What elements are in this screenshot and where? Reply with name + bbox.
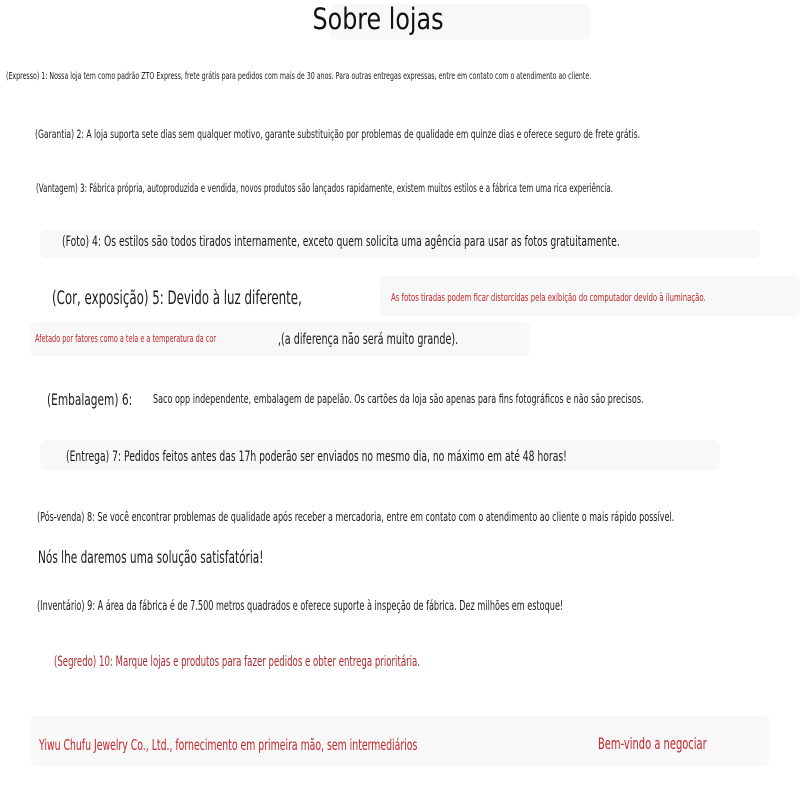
info-line-expresso: (Expresso) 1: Nossa loja tem como padrão ZTO Express, frete grátis para pedidos com mais de 30 anos. Para outras entregas expressas, entre em contato com o atendimento ao cliente.: [6, 71, 592, 82]
info-line-inventario: (Inventário) 9: A área da fábrica é de 7.500 metros quadrados e oferece suporte à inspeção de fábrica. Dez milhões em estoque!: [37, 599, 564, 614]
info-line-embalagem-label: (Embalagem) 6:: [47, 390, 133, 409]
info-line-pos-venda: (Pós-venda) 8: Se você encontrar problemas de qualidade após receber a mercadoria, entre em contato com o atendimento ao cliente o mais rápido possível.: [37, 509, 675, 524]
page-title: Sobre lojas: [312, 2, 444, 36]
info-line-solucao: Nós lhe daremos uma solução satisfatória!: [38, 548, 264, 568]
info-line-cor-label: (Cor, exposição) 5: Devido à luz diferente,: [52, 288, 302, 309]
info-line-garantia: (Garantia) 2: A loja suporta sete dias sem qualquer motivo, garante substituição por problemas de qualidade em quinze dias e oferece seguro de frete grátis.: [35, 127, 641, 141]
info-line-entrega: (Entrega) 7: Pedidos feitos antes das 17h poderão ser enviados no mesmo dia, no máximo em até 48 horas!: [66, 449, 567, 465]
info-line-vantagem: (Vantagem) 3: Fábrica própria, autoproduzida e vendida, novos produtos são lançados rapidamente, existem muitos estilos e a fábrica tem uma rica experiência.: [36, 181, 613, 195]
footer-company: Yiwu Chufu Jewelry Co., Ltd., fornecimento em primeira mão, sem intermediários: [39, 736, 418, 754]
info-line-foto: (Foto) 4: Os estilos são todos tirados internamente, exceto quem solicita uma agência para usar as fotos gratuitamente.: [62, 234, 620, 250]
info-line-embalagem-text: Saco opp independente, embalagem de papelão. Os cartões da loja são apenas para fins fotográficos e não são precisos.: [153, 391, 644, 406]
info-note-cor-distortion: As fotos tiradas podem ficar distorcidas pela exibição do computador devido à iluminação.: [391, 292, 706, 304]
info-line-cor-end: ,(a diferença não será muito grande).: [278, 330, 459, 348]
footer-welcome: Bem-vindo a negociar: [598, 734, 707, 753]
info-line-segredo: (Segredo) 10: Marque lojas e produtos para fazer pedidos e obter entrega prioritária.: [54, 654, 421, 670]
info-note-cor-screen: Afetado por fatores como a tela e a temperatura da cor: [35, 333, 217, 345]
